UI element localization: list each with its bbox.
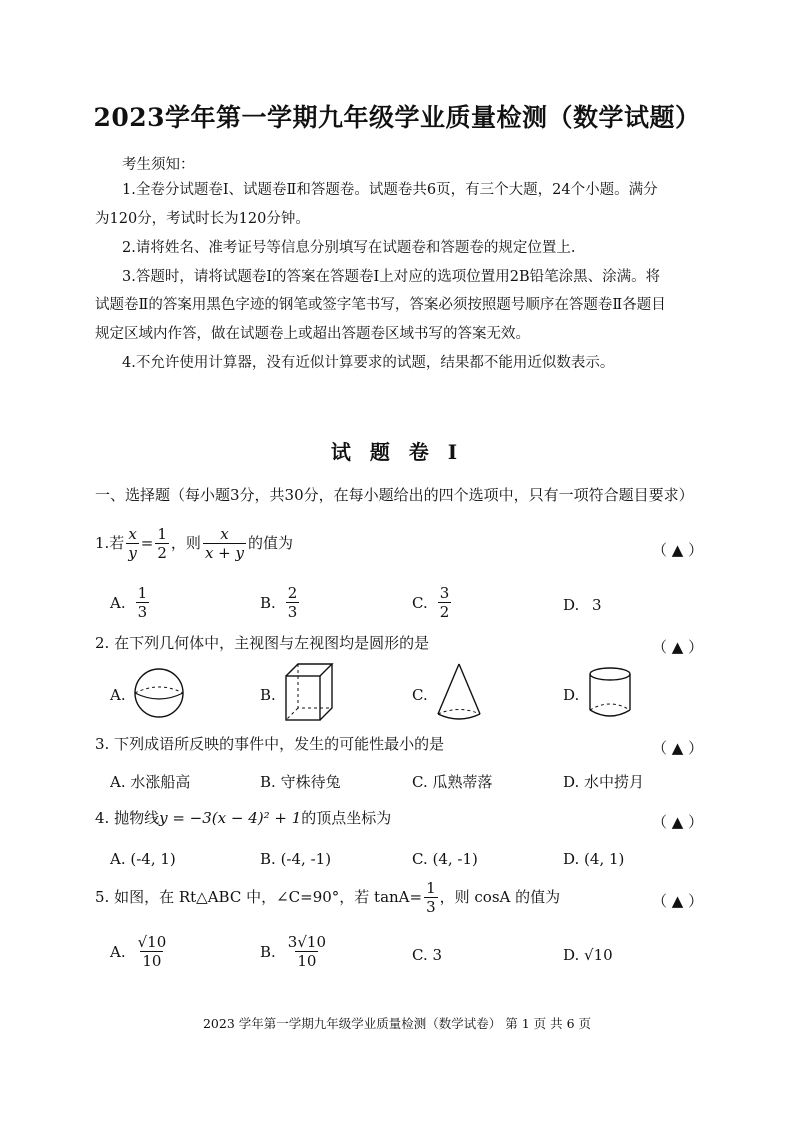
q4-option-a[interactable] [110,850,176,868]
q3-option-b[interactable] [260,771,341,792]
sphere-icon [133,667,185,719]
q5-option-b[interactable] [260,934,330,969]
option-text: (4, -1) [432,850,478,868]
q1-option-c[interactable] [412,585,453,620]
option-text: √10 [584,946,613,964]
q1-frac1-num: x [128,525,137,543]
question-4 [95,811,391,826]
q4-option-d[interactable] [563,850,624,868]
option-label: B. [260,593,276,612]
question-5 [95,880,560,915]
q1-answer-mark: （ ▲ ） [652,541,704,559]
option-label: C. [412,593,428,612]
notice-heading: 考生须知： [122,157,195,173]
frac-num: √10 [137,933,167,951]
frac-den: 3 [137,602,148,621]
option-label: A. [110,593,126,612]
q4-suffix: 的顶点坐标为 [301,809,392,827]
notice-line-4: 3.答题时，请将试题卷Ⅰ的答案在答题卷Ⅰ上对应的选项位置用2B铅笔涂黑、涂满。将 [122,269,661,285]
question-3: 3. 下列成语所反映的事件中，发生的可能性最小的是 [95,735,445,753]
q2-option-d-label[interactable]: D. [563,686,580,704]
q5-option-b-frac [286,934,328,969]
q1-mid: ，则 [170,534,201,552]
frac-num: 1 [137,584,148,602]
q2-option-b-label[interactable]: B. [260,686,276,704]
option-label: A. [110,942,126,961]
q5-suffix: ，则 cosA 的值为 [439,888,561,906]
page-title: 2023学年第一学期九年级学业质量检测（数学试题） [93,103,701,132]
option-text: 瓜熟蒂落 [432,773,493,791]
q1-frac3-den: x + y [204,543,244,562]
option-text: (4, 1) [584,850,625,868]
option-label: B. [260,850,276,868]
q1-prefix: 1.若 [95,534,125,552]
q1-option-c-frac [438,585,452,620]
q1-option-d[interactable] [563,596,602,614]
q5-option-d[interactable] [563,946,613,964]
frac-num: 2 [287,584,298,602]
q3-option-c[interactable] [412,771,493,792]
q1-fraction-half [155,526,169,561]
option-label: D. [563,946,580,964]
cuboid-icon [284,662,334,722]
option-text: 3 [432,946,443,964]
q3-answer-mark: （ ▲ ） [652,739,704,757]
q1-equals: = [140,534,154,552]
q5-option-c[interactable] [412,946,442,964]
q1-frac2-den: 2 [157,543,167,562]
option-text: 3 [592,596,602,614]
q5-frac-den: 3 [426,897,436,916]
option-label: B. [260,773,276,791]
q5-option-a-frac [136,934,169,969]
notice-line-5: 试题卷Ⅱ的答案用黑色字迹的钢笔或签字笔书写，答案必须按照题号顺序在答题卷Ⅱ各题目 [95,297,666,313]
q4-formula: y = −3(x − 4)² + 1 [159,809,302,827]
option-text: 水涨船高 [130,773,191,791]
option-text: 水中捞月 [584,773,645,791]
notice-line-3: 2.请将姓名、准考证号等信息分别填写在试题卷和答题卷的规定位置上. [122,240,576,256]
page-footer: 2023 学年第一学期九年级学业质量检测（数学试卷） 第 1 页 共 6 页 [202,1016,592,1031]
option-label: C. [412,773,428,791]
q1-option-b-frac [286,585,300,620]
q1-frac1-den: y [128,543,137,562]
q5-frac-num: 1 [426,879,436,897]
section-title: 试 题 卷 I [330,440,464,464]
frac-den: 10 [142,951,162,970]
q3-option-d[interactable] [563,771,644,792]
option-label: D. [563,773,580,791]
q1-option-a-frac [136,585,150,620]
q1-fraction-xy [126,526,138,561]
option-label: B. [260,942,276,961]
q1-fraction-expr [203,526,246,561]
q2-option-c-label[interactable]: C. [412,686,428,704]
q1-option-a[interactable] [110,585,151,620]
question-2: 2. 在下列几何体中，主视图与左视图均是圆形的是 [95,634,430,652]
q1-option-b[interactable] [260,585,301,620]
cylinder-icon [588,666,632,720]
notice-line-2: 为120分，考试时长为120分钟。 [95,211,310,227]
notice-line-6: 规定区域内作答，做在试题卷上或超出答题卷区域书写的答案无效。 [95,326,530,342]
q5-fraction [424,880,438,915]
q5-answer-mark: （ ▲ ） [652,892,704,910]
frac-den: 3 [287,602,298,621]
option-text: (-4, 1) [130,850,176,868]
q2-answer-mark: （ ▲ ） [652,638,704,656]
q5-option-a[interactable] [110,934,170,969]
frac-num: 3 [439,584,450,602]
option-text: (-4, -1) [280,850,332,868]
notice-line-7: 4.不允许使用计算器，没有近似计算要求的试题，结果都不能用近似数表示。 [122,355,615,371]
q5-prefix: 5. 如图，在 Rt△ABC 中，∠C=90°，若 tanA= [95,888,423,906]
question-1 [95,526,293,561]
option-text: 守株待兔 [280,773,341,791]
q4-prefix: 4. 抛物线 [95,809,160,827]
frac-den: 10 [297,951,317,970]
q1-frac3-num: x [220,525,229,543]
q1-suffix: 的值为 [247,534,293,552]
q4-option-c[interactable] [412,850,478,868]
option-label: A. [110,773,126,791]
q3-option-a[interactable] [110,771,190,792]
notice-line-1: 1.全卷分试题卷Ⅰ、试题卷Ⅱ和答题卷。试题卷共6页，有三个大题，24个小题。满分 [122,182,658,198]
q2-option-a-label[interactable]: A. [110,686,126,704]
q4-answer-mark: （ ▲ ） [652,813,704,831]
option-label: D. [563,596,580,614]
option-label: C. [412,850,428,868]
option-label: A. [110,850,126,868]
option-label: D. [563,850,580,868]
frac-num: 3√10 [287,933,326,951]
cone-icon [436,662,482,724]
q4-option-b[interactable] [260,850,331,868]
part-one-heading: 一、选择题（每小题3分，共30分，在每小题给出的四个选项中，只有一项符合题目要求） [95,486,694,504]
frac-den: 2 [439,602,450,621]
option-label: C. [412,946,428,964]
q1-frac2-num: 1 [157,525,167,543]
